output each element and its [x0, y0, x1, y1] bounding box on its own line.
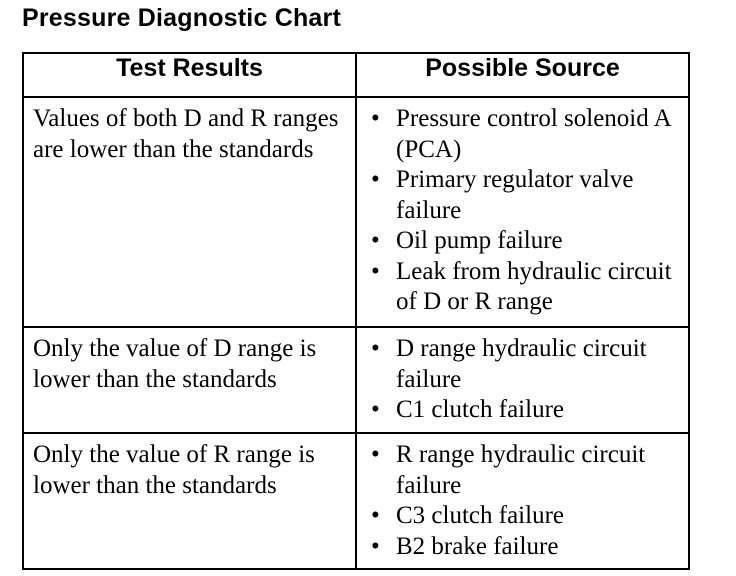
bullet-icon: •: [371, 105, 380, 132]
bullet-icon: •: [371, 502, 380, 529]
source-text: R range hydraulic circuit failure: [396, 441, 646, 499]
bullet-icon: •: [371, 257, 380, 285]
list-item: [371, 532, 680, 563]
list-item: [371, 395, 680, 426]
source-text: Oil pump failure: [396, 227, 563, 254]
bullet-icon: •: [371, 532, 380, 560]
test-result-cell: [23, 433, 356, 569]
table-row: [23, 327, 689, 433]
bullet-icon: •: [371, 227, 380, 254]
column-header-possible-source: Possible Source: [356, 53, 689, 97]
list-item: [371, 334, 680, 395]
bullet-icon: •: [371, 396, 380, 423]
source-text: C1 clutch failure: [396, 396, 564, 423]
test-result-text: Only the value of R range is lower than the standards: [33, 441, 315, 499]
source-list: [357, 98, 688, 324]
list-item: [371, 257, 680, 318]
test-result-cell: [23, 97, 356, 327]
source-list: [357, 434, 688, 568]
bullet-icon: •: [371, 335, 380, 362]
test-result-text: Values of both D and R ranges are lower than the standards: [33, 105, 339, 163]
possible-source-cell: [356, 97, 689, 327]
list-item: [371, 226, 680, 257]
table-row: [23, 97, 689, 327]
table-header-row: [23, 53, 689, 97]
page-title: Pressure Diagnostic Chart: [22, 4, 341, 32]
column-header-test-results: Test Results: [23, 53, 356, 97]
source-list: [357, 328, 688, 432]
source-text: Pressure control solenoid A (PCA): [396, 105, 671, 163]
list-item: [371, 165, 680, 226]
test-result-cell: [23, 327, 356, 433]
list-item: [371, 501, 680, 532]
test-result-text: Only the value of D range is lower than the standards: [33, 335, 317, 393]
list-item: [371, 440, 680, 501]
bullet-icon: •: [371, 166, 380, 193]
bullet-icon: •: [371, 441, 380, 468]
pressure-diagnostic-table: [22, 52, 690, 570]
source-text: Primary regulator valve failure: [396, 166, 634, 224]
list-item: [371, 104, 680, 165]
possible-source-cell: [356, 327, 689, 433]
table-row: [23, 433, 689, 569]
source-text: D range hydraulic circuit failure: [396, 335, 647, 393]
source-text: B2 brake failure: [396, 532, 559, 560]
source-text: C3 clutch failure: [396, 502, 564, 529]
possible-source-cell: [356, 433, 689, 569]
source-text: Leak from hydraulic circuit of D or R range: [396, 257, 672, 315]
